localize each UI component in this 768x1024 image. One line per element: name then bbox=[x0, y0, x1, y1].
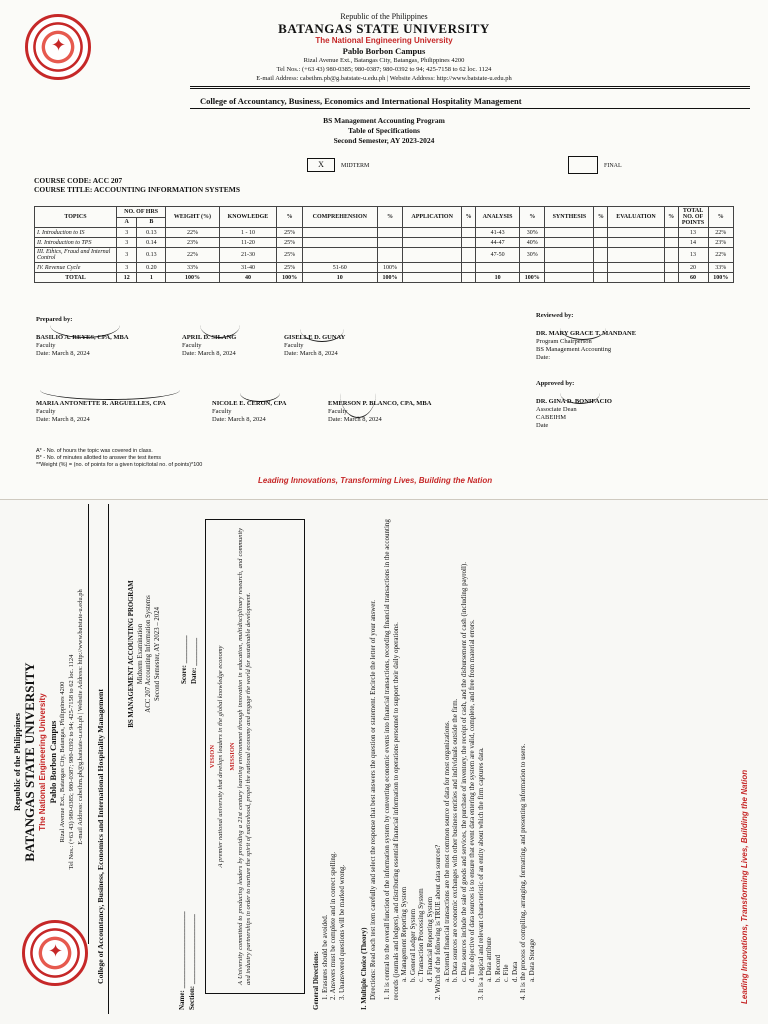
prepared-by-label: Prepared by: bbox=[36, 316, 73, 323]
topic-cell: III. Ethics, Fraud and Internal Control bbox=[35, 248, 117, 263]
col-weight: WEIGHT (%) bbox=[166, 207, 219, 228]
comprehension-cell bbox=[302, 228, 377, 238]
approved-by-label: Approved by: bbox=[536, 380, 575, 387]
signatory-date: Date: March 8, 2024 bbox=[36, 350, 90, 357]
republic-line: Republic of the Philippines bbox=[340, 12, 428, 21]
pct-cell bbox=[594, 228, 608, 238]
pct-cell: 100% bbox=[520, 273, 545, 283]
pct-cell bbox=[520, 263, 545, 273]
final-checkbox[interactable] bbox=[568, 156, 598, 174]
mission-text: A University committed to producing leaders by providing a 21st century learning environment through innovation in education, multidisciplinary research, and community and industry partnerships in order to nurture the spirit of nationhood, propel the national economy and engage the world for sustainable development. bbox=[237, 528, 252, 985]
section-directions: Directions: Read each test item carefully and select the response that best answers the question or statement. Encircle the letter of your answer. bbox=[368, 599, 377, 1000]
comprehension-cell: 51-60 bbox=[302, 263, 377, 273]
signatory-name: NICOLE E. CERON, CPA bbox=[212, 400, 287, 407]
minutes-cell: 0.13 bbox=[137, 228, 166, 238]
approver-role: Associate Dean bbox=[536, 406, 577, 413]
college-name: College of Accountancy, Business, Economics and International Hospitality Management bbox=[200, 96, 522, 106]
pct-cell: 25% bbox=[277, 263, 302, 273]
vision-heading: VISION bbox=[209, 744, 216, 769]
exam-title: Midterm Examination bbox=[136, 623, 144, 685]
comprehension-cell: 10 bbox=[302, 273, 377, 283]
pct-cell: 23% bbox=[708, 238, 733, 248]
total-cell: 13 bbox=[678, 228, 708, 238]
signatory-name: MARIA ANTONETTE R. ARGUELLES, CPA bbox=[36, 400, 166, 407]
pct-cell: 22% bbox=[708, 228, 733, 238]
answer-option[interactable]: d. Data bbox=[510, 961, 519, 982]
col-analysis: ANALYSIS bbox=[476, 207, 520, 228]
answer-option[interactable]: c. Data sources include the sale of goods and services, the purchase of inventory, the receipt of cash, and the disbursement of cash (including payroll). bbox=[459, 562, 468, 982]
question-item bbox=[434, 510, 477, 1010]
footnote: **Weight (%) = (no. of points for a given topic/total no. of points)*100 bbox=[36, 462, 203, 468]
pct-cell bbox=[664, 263, 678, 273]
signature-icon bbox=[40, 380, 180, 400]
signatory-name: APRIL D. SILANG bbox=[182, 334, 237, 341]
table-row bbox=[35, 228, 734, 238]
hours-cell: 3 bbox=[117, 248, 137, 263]
col-pct: % bbox=[594, 207, 608, 228]
pct-cell bbox=[462, 228, 476, 238]
minutes-cell: 1 bbox=[137, 273, 166, 283]
republic-line: Republic of the Philippines bbox=[12, 713, 22, 812]
specification-table bbox=[34, 206, 734, 283]
weight-cell: 23% bbox=[166, 238, 219, 248]
evaluation-cell bbox=[608, 263, 664, 273]
header-divider bbox=[190, 86, 750, 87]
table-row bbox=[35, 248, 734, 263]
signatory-block bbox=[212, 400, 286, 424]
approver-date: Date bbox=[536, 422, 549, 429]
col-evaluation: EVALUATION bbox=[608, 207, 664, 228]
reviewer-program: BS Management Accounting bbox=[536, 346, 612, 353]
college-name: College of Accountancy, Business, Economics and International Hospitality Management bbox=[96, 689, 105, 984]
signatory-date: Date: March 8, 2024 bbox=[212, 416, 266, 423]
contact-line: E-mail Address: cabeihm.pb@g.batstate-u.edu.ph | Website Address: http://www.batstate-u.edu.ph bbox=[256, 75, 512, 82]
signatory-role: Faculty bbox=[182, 342, 202, 349]
pct-cell bbox=[377, 228, 402, 238]
reviewed-by-label: Reviewed by: bbox=[536, 312, 574, 319]
signatory-role: Faculty bbox=[284, 342, 304, 349]
application-cell bbox=[403, 238, 462, 248]
signatory-block bbox=[284, 334, 345, 358]
total-row bbox=[35, 273, 734, 283]
question-item bbox=[519, 510, 536, 1010]
col-a: A bbox=[117, 217, 137, 228]
signatory-date: Date: March 8, 2024 bbox=[328, 416, 382, 423]
college-divider bbox=[190, 108, 750, 109]
col-pct: % bbox=[277, 207, 302, 228]
reviewer-role: Program Chairperson bbox=[536, 338, 592, 345]
header-divider bbox=[190, 88, 750, 89]
answer-option[interactable]: c. Transaction Processing System bbox=[417, 888, 425, 982]
knowledge-cell: 11-20 bbox=[219, 238, 277, 248]
signatory-date: Date: March 8, 2024 bbox=[284, 350, 338, 357]
answer-option[interactable]: b. Data sources are economic exchanges with other business entities and individuals outside the firm. bbox=[451, 698, 459, 982]
contact-line: E-mail Address: cabeihm.pb@g.batstate-u.edu.ph | Website Address: http://www.batstate-u.edu.ph bbox=[77, 589, 84, 845]
question-item bbox=[383, 510, 434, 1010]
pct-cell: 25% bbox=[277, 238, 302, 248]
answer-option[interactable]: b. General Ledger System bbox=[408, 908, 417, 982]
pct-cell bbox=[462, 238, 476, 248]
table-row bbox=[35, 238, 734, 248]
minutes-cell: 0.13 bbox=[137, 248, 166, 263]
header-divider bbox=[88, 504, 89, 944]
application-cell bbox=[403, 228, 462, 238]
col-pct: % bbox=[520, 207, 545, 228]
pct-cell: 40% bbox=[520, 238, 545, 248]
university-name: BATANGAS STATE UNIVERSITY bbox=[278, 21, 490, 36]
exam-heading bbox=[128, 524, 162, 784]
pct-cell bbox=[664, 228, 678, 238]
knowledge-cell: 40 bbox=[219, 273, 277, 283]
pct-cell bbox=[594, 273, 608, 283]
mission-heading: MISSION bbox=[229, 742, 236, 771]
date-field[interactable]: Date: ________ bbox=[190, 637, 198, 684]
course-code: COURSE CODE: ACC 207 bbox=[34, 176, 123, 185]
col-synthesis: SYNTHESIS bbox=[545, 207, 594, 228]
vision-text: A premier national university that develops leaders in the global knowledge economy bbox=[217, 645, 224, 868]
pct-cell: 25% bbox=[277, 228, 302, 238]
name-field[interactable]: Name: ______________________ bbox=[178, 911, 186, 1010]
col-knowledge: KNOWLEDGE bbox=[219, 207, 277, 228]
knowledge-cell: 21-30 bbox=[219, 248, 277, 263]
pct-cell bbox=[377, 238, 402, 248]
weight-cell: 22% bbox=[166, 248, 219, 263]
col-pct: % bbox=[462, 207, 476, 228]
midterm-option bbox=[307, 158, 369, 172]
signatory-block bbox=[36, 400, 166, 424]
campus-address: Rizal Avenue Ext., Batangas City, Batangas, Philippines 4200 bbox=[59, 681, 66, 843]
reviewer-name: DR. MARY GRACE T. MANDANE bbox=[536, 330, 637, 337]
signatory-name: EMERSON P. BLANCO, CPA, MBA bbox=[328, 400, 432, 407]
application-cell bbox=[403, 273, 462, 283]
pct-cell bbox=[377, 248, 402, 263]
question-text: 2. Which of the following is TRUE about data sources? bbox=[434, 844, 442, 1000]
weight-cell: 33% bbox=[166, 263, 219, 273]
telephone-numbers: Tel Nos.: (+63 43) 980-0385; 980-0387; 980-0392 to 94; 425-7158 to 62 loc. 1124 bbox=[68, 654, 75, 870]
campus-name: Pablo Borbon Campus bbox=[342, 46, 426, 56]
question-item bbox=[477, 510, 520, 1010]
final-option bbox=[568, 156, 622, 174]
knowledge-cell: 1 - 10 bbox=[219, 228, 277, 238]
section-field[interactable]: Section: ____________________ bbox=[188, 914, 196, 1010]
pct-cell: 100% bbox=[277, 273, 302, 283]
signatory-block bbox=[182, 334, 236, 358]
pct-cell bbox=[594, 238, 608, 248]
name-label: Name: bbox=[178, 990, 186, 1010]
comprehension-cell bbox=[302, 248, 377, 263]
direction-item: 2. Answers must be complete and in correct spelling. bbox=[329, 851, 337, 1000]
pct-cell: 30% bbox=[520, 248, 545, 263]
score-field[interactable]: Score: ________ bbox=[180, 635, 188, 684]
synthesis-cell bbox=[545, 273, 594, 283]
footnotes bbox=[36, 448, 202, 469]
reviewer-block bbox=[536, 330, 636, 362]
answer-option[interactable]: d. The objective of data sources is to ensure that event data entering the system are valid, complete, and free from material errors. bbox=[468, 619, 476, 982]
synthesis-cell bbox=[545, 238, 594, 248]
weight-cell: 100% bbox=[166, 273, 219, 283]
signatory-role: Faculty bbox=[328, 408, 348, 415]
pct-cell bbox=[664, 248, 678, 263]
university-tagline: The National Engineering University bbox=[38, 693, 47, 831]
analysis-cell: 41-43 bbox=[476, 228, 520, 238]
page-footer-slogan: Leading Innovations, Transforming Lives, Building the Nation bbox=[258, 476, 493, 485]
comprehension-cell bbox=[302, 238, 377, 248]
course-title: COURSE TITLE: ACCOUNTING INFORMATION SYSTEMS bbox=[34, 185, 241, 194]
general-directions-heading: General Directions: bbox=[312, 951, 320, 1010]
exam-page bbox=[0, 500, 768, 1024]
question-text: 4. It is the process of compiling, arranging, formatting, and presenting information to users. bbox=[519, 743, 527, 1000]
vision-mission-box bbox=[205, 519, 305, 994]
approver-block bbox=[536, 398, 612, 430]
evaluation-cell bbox=[608, 273, 664, 283]
hours-cell: 3 bbox=[117, 228, 137, 238]
semester: Second Semester, AY 2023-2024 bbox=[333, 136, 435, 145]
general-directions bbox=[312, 852, 346, 1010]
section-heading: I. Multiple Choice (Theory) bbox=[360, 927, 368, 1010]
pct-cell bbox=[462, 273, 476, 283]
pct-cell: 30% bbox=[520, 228, 545, 238]
campus-name: Pablo Borbon Campus bbox=[48, 720, 58, 804]
section-label: Section: bbox=[188, 985, 196, 1010]
synthesis-cell bbox=[545, 248, 594, 263]
synthesis-cell bbox=[545, 228, 594, 238]
pct-cell bbox=[462, 263, 476, 273]
minutes-cell: 0.14 bbox=[137, 238, 166, 248]
minutes-cell: 0.20 bbox=[137, 263, 166, 273]
signatory-name: GISELLE D. GUNAY bbox=[284, 334, 346, 341]
synthesis-cell bbox=[545, 263, 594, 273]
signatory-date: Date: March 8, 2024 bbox=[182, 350, 236, 357]
total-label: TOTAL bbox=[35, 273, 117, 283]
answer-option[interactable]: b. Record bbox=[493, 954, 502, 982]
pct-cell: 100% bbox=[377, 273, 402, 283]
tos-page bbox=[0, 0, 768, 500]
table-row bbox=[35, 263, 734, 273]
pct-cell: 25% bbox=[277, 248, 302, 263]
pct-cell: 100% bbox=[708, 273, 733, 283]
hours-cell: 3 bbox=[117, 238, 137, 248]
exam-semester: Second Semester, AY 2023 – 2024 bbox=[153, 607, 161, 701]
approver-name: DR. GINA D. BONIFACIO bbox=[536, 398, 612, 405]
col-total-points: TOTAL NO. OF POINTS bbox=[678, 207, 708, 228]
answer-option[interactable]: a. Data Storage bbox=[527, 939, 536, 982]
answer-option[interactable]: a. External financial transactions are the most common source of data for most organizations. bbox=[442, 720, 451, 982]
university-tagline: The National Engineering University bbox=[315, 36, 453, 45]
answer-option[interactable]: a. Management Reporting System bbox=[400, 886, 408, 982]
col-pct: % bbox=[708, 207, 733, 228]
knowledge-cell: 31-40 bbox=[219, 263, 277, 273]
pct-cell bbox=[594, 248, 608, 263]
signatory-name: BASILIO A. REYES, CPA, MBA bbox=[36, 334, 129, 341]
analysis-cell bbox=[476, 263, 520, 273]
signatory-role: Faculty bbox=[212, 408, 232, 415]
college-divider bbox=[108, 504, 109, 1014]
pct-cell bbox=[664, 238, 678, 248]
analysis-cell: 47-50 bbox=[476, 248, 520, 263]
pct-cell bbox=[462, 248, 476, 263]
university-name: BATANGAS STATE UNIVERSITY bbox=[22, 662, 37, 862]
exam-course: ACC 207 Accounting Information Systems bbox=[145, 595, 152, 713]
answer-option[interactable]: c. File bbox=[502, 964, 510, 982]
pct-cell bbox=[594, 263, 608, 273]
col-topics: TOPICS bbox=[35, 207, 117, 228]
application-cell bbox=[403, 248, 462, 263]
footnote: A* - No. of hours the topic was covered in class. bbox=[36, 448, 153, 454]
question-text: 3. It is a logical and relevant characteristic of an entity about which the firm captures data. bbox=[476, 747, 485, 1000]
direction-item: 3. Unanswered questions will be marked wrong. bbox=[337, 864, 346, 1000]
total-cell: 60 bbox=[678, 273, 708, 283]
pct-cell: 22% bbox=[708, 248, 733, 263]
signatory-date: Date: March 8, 2024 bbox=[36, 416, 90, 423]
pct-cell: 33% bbox=[708, 263, 733, 273]
telephone-numbers: Tel Nos.: (+63 43) 980-0385; 980-0387; 980-0392 to 94; 425-7158 to 62 loc. 1124 bbox=[276, 66, 492, 73]
program-name: BS Management Accounting Program bbox=[323, 116, 445, 125]
topic-cell: II. Introduction to TPS bbox=[35, 238, 117, 248]
signatory-role: Faculty bbox=[36, 342, 56, 349]
signatory-block bbox=[328, 400, 431, 424]
total-cell: 13 bbox=[678, 248, 708, 263]
approver-college: CABEIHM bbox=[536, 414, 566, 421]
multiple-choice-section bbox=[360, 510, 536, 1010]
campus-address: Rizal Avenue Ext., Batangas City, Batangas, Philippines 4200 bbox=[303, 57, 465, 64]
hours-cell: 3 bbox=[117, 263, 137, 273]
col-pct: % bbox=[664, 207, 678, 228]
evaluation-cell bbox=[608, 238, 664, 248]
col-comprehension: COMPREHENSION bbox=[302, 207, 377, 228]
evaluation-cell bbox=[608, 248, 664, 263]
topic-cell: I. Introduction to IS bbox=[35, 228, 117, 238]
score-label: Score: bbox=[180, 665, 188, 684]
analysis-cell: 44-47 bbox=[476, 238, 520, 248]
col-no-hrs: NO. OF HRS bbox=[117, 207, 166, 218]
reviewer-date: Date: bbox=[536, 354, 551, 361]
final-label: FINAL bbox=[604, 162, 622, 169]
midterm-label: MIDTERM bbox=[341, 163, 370, 169]
pct-cell bbox=[664, 273, 678, 283]
pct-cell: 100% bbox=[377, 263, 402, 273]
answer-option[interactable]: d. Financial Reporting System bbox=[425, 896, 434, 982]
evaluation-cell bbox=[608, 228, 664, 238]
total-cell: 20 bbox=[678, 263, 708, 273]
question-text: 1. It is central to the overall function of the information system by converting economic events into financial transactions, recording financial transactions in the accounting records (journals and ledgers), and distributing essential financial information to operations personnel to support their daily operations. bbox=[383, 519, 400, 1000]
exam-rotated-content bbox=[0, 500, 768, 1024]
page-footer-slogan: Leading Innovations, Transforming Lives, Building the Nation bbox=[740, 769, 749, 1004]
col-application: APPLICATION bbox=[403, 207, 462, 228]
application-cell bbox=[403, 263, 462, 273]
col-pct: % bbox=[377, 207, 402, 228]
answer-option[interactable]: a. Data attribute bbox=[485, 937, 493, 982]
hours-cell: 12 bbox=[117, 273, 137, 283]
signatory-role: Faculty bbox=[36, 408, 56, 415]
direction-item: 1. Erasures should be avoided. bbox=[320, 914, 329, 1000]
document-title: Table of Specifications bbox=[348, 126, 420, 135]
midterm-checkbox[interactable]: X bbox=[307, 158, 335, 172]
date-label: Date: bbox=[190, 667, 198, 684]
col-b: B bbox=[137, 217, 166, 228]
total-cell: 14 bbox=[678, 238, 708, 248]
signatory-block bbox=[36, 334, 129, 358]
exam-program: BS MANAGEMENT ACCOUNTING PROGRAM bbox=[128, 580, 135, 728]
topic-cell: IV. Revenue Cycle bbox=[35, 263, 117, 273]
weight-cell: 22% bbox=[166, 228, 219, 238]
analysis-cell: 10 bbox=[476, 273, 520, 283]
footnote: B* - No. of minutes allotted to answer the test items bbox=[36, 455, 162, 461]
